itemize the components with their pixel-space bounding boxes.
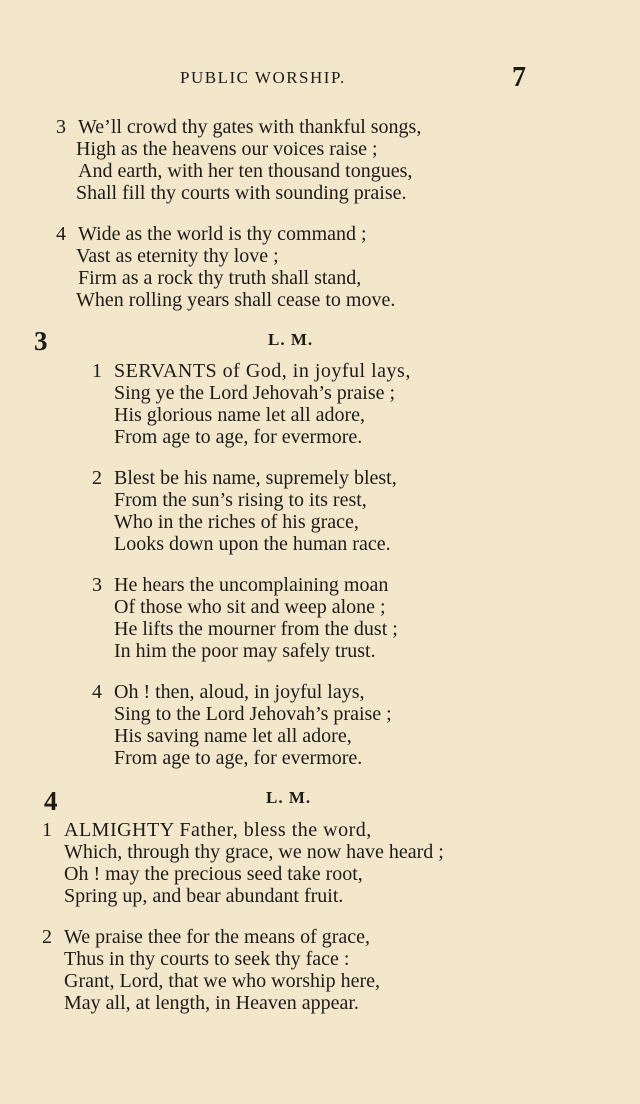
page-number: 7 [512,62,526,93]
stanza-number: 3 [56,116,66,138]
stanza-line: Thus in thy courts to seek thy face : [64,948,350,970]
stanza-line: 4 Oh ! then, aloud, in joyful lays, [92,681,365,703]
stanza-line: Grant, Lord, that we who worship here, [64,970,381,992]
hymn-number: 3 [34,326,48,356]
stanza [42,819,444,907]
stanza-line: His glorious name let all adore, [114,404,366,426]
stanza-line: High as the heavens our voices raise ; [76,138,378,160]
stanza-line: Of those who sit and weep alone ; [114,596,386,618]
stanza-line: From age to age, for evermore. [114,426,363,448]
hymn-number: 4 [44,786,58,816]
stanza-number: 1 [42,819,53,841]
stanza-line: Looks down upon the human race. [114,533,391,555]
stanza-number: 3 [92,574,102,596]
stanza [92,681,392,769]
stanza-line: Vast as eternity thy love ; [76,245,279,267]
stanza-line: Sing to the Lord Jehovah’s praise ; [114,703,392,725]
stanza-line: Who in the riches of his grace, [114,511,359,533]
stanza [92,467,397,555]
stanza-line: 2 We praise thee for the means of grace, [42,926,371,948]
stanza [92,360,411,448]
stanza-line: Firm as a rock thy truth shall stand, [78,267,362,289]
hymn-meter: L. M. [268,330,314,349]
stanza-line: Spring up, and bear abundant fruit. [64,885,344,907]
stanza-line: 2 Blest be his name, supremely blest, [92,467,397,489]
stanza [56,116,421,204]
stanza-line: He lifts the mourner from the dust ; [114,618,398,640]
stanza-number: 4 [56,223,66,245]
stanza-line: May all, at length, in Heaven appear. [64,992,359,1014]
stanza-line: 4 Wide as the world is thy command ; [56,223,367,245]
stanza-number: 1 [92,360,103,382]
stanza-number: 2 [42,926,52,948]
stanza-line: In him the poor may safely trust. [114,640,376,662]
stanza-line: And earth, with her ten thousand tongues, [78,160,413,182]
page-header [0,62,640,92]
stanza-line: Shall fill thy courts with sounding praise. [76,182,407,204]
stanza-line: 3 He hears the uncomplaining moan [92,574,389,596]
stanza-line: From age to age, for evermore. [114,747,363,769]
stanza-line: Which, through thy grace, we now have heard ; [64,841,444,863]
running-title: PUBLIC WORSHIP. [180,68,346,87]
stanza-line: 1 SERVANTS of God, in joyful lays, [92,360,411,382]
stanza-line: Oh ! may the precious seed take root, [64,863,363,885]
stanza [92,574,398,662]
stanza [42,926,380,1014]
stanza-line: When rolling years shall cease to move. [76,289,396,311]
hymn-meter: L. M. [266,788,312,807]
stanza-number: 4 [92,681,102,703]
stanza-line: 1 ALMIGHTY Father, bless the word, [42,819,372,841]
stanza-line: His saving name let all adore, [114,725,352,747]
stanza-line: 3 We’ll crowd thy gates with thankful songs, [56,116,422,138]
stanza-number: 2 [92,467,102,489]
stanza-line: Sing ye the Lord Jehovah’s praise ; [114,382,396,404]
stanza-line: From the sun’s rising to its rest, [114,489,367,511]
stanza [56,223,395,311]
